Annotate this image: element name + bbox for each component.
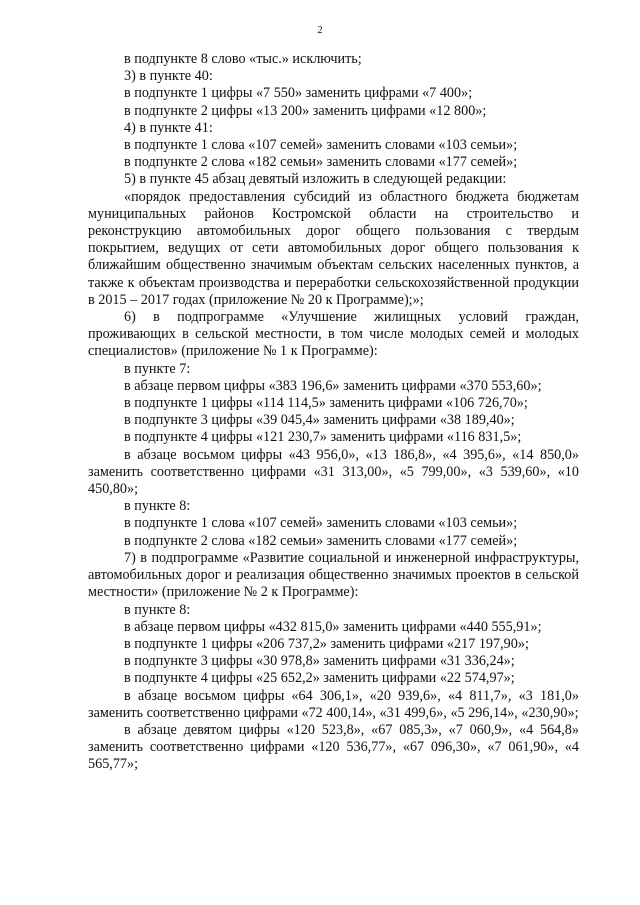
paragraph: в подпункте 2 слова «182 семьи» заменить словами «177 семей»; [124,532,518,549]
paragraph: 7) в подпрограмме «Развитие социальной и инженерной инфраструктуры, автомобильных дорог и реализация общественно значимых проектов в сельской местности» (приложение № 2 к Программе): [88,549,579,601]
paragraph: 6) в подпрограмме «Улучшение жилищных условий граждан, проживающих в сельской местности, в том числе молодых семей и молодых специалистов» (приложение № 1 к Программе): [88,309,579,360]
paragraph: в пункте 8: [124,498,191,515]
paragraph: в подпункте 4 цифры «25 652,2» заменить цифрами «22 574,97»; [124,670,515,687]
paragraph: в пункте 7: [124,360,191,377]
paragraph: в подпункте 1 цифры «206 737,2» заменить цифрами «217 197,90»; [124,635,529,652]
paragraph: в абзаце первом цифры «432 815,0» заменить цифрами «440 555,91»; [124,618,542,635]
paragraph: в подпункте 3 цифры «30 978,8» заменить цифрами «31 336,24»; [124,653,515,670]
document-body [88,51,579,774]
paragraph: в подпункте 1 цифры «114 114,5» заменить цифрами «106 726,70»; [124,395,528,412]
paragraph: в абзаце восьмом цифры «43 956,0», «13 186,8», «4 395,6», «14 850,0» заменить соответственно цифрами «31 313,00», «5 799,00», «3 539,60», «10 450,80»; [88,446,579,498]
paragraph: в подпункте 1 цифры «7 550» заменить цифрами «7 400»; [124,85,473,102]
paragraph: 3) в пункте 40: [124,68,213,85]
paragraph: в подпункте 2 слова «182 семьи» заменить словами «177 семей»; [124,154,518,171]
paragraph: 5) в пункте 45 абзац девятый изложить в следующей редакции: [124,171,507,188]
paragraph: в подпункте 3 цифры «39 045,4» заменить цифрами «38 189,40»; [124,412,515,429]
paragraph: в подпункте 2 цифры «13 200» заменить цифрами «12 800»; [124,102,487,119]
paragraph: в подпункте 1 слова «107 семей» заменить словами «103 семьи»; [124,137,518,154]
paragraph: в подпункте 1 слова «107 семей» заменить словами «103 семьи»; [124,515,518,532]
paragraph: в абзаце восьмом цифры «64 306,1», «20 939,6», «4 811,7», «3 181,0» заменить соответственно цифрами «72 400,14», «31 499,6», «5 296,14», «230,90»; [88,687,579,721]
paragraph: 4) в пункте 41: [124,119,213,136]
paragraph: в подпункте 8 слово «тыс.» исключить; [124,51,362,67]
paragraph: в абзаце первом цифры «383 196,6» заменить цифрами «370 553,60»; [124,377,542,394]
paragraph: в пункте 8: [124,601,191,618]
page-number: 2 [317,24,323,36]
paragraph: в абзаце девятом цифры «120 523,8», «67 085,3», «7 060,9», «4 564,8» заменить соответственно цифрами «120 536,77», «67 096,30», «7 061,90», «4 565,77»; [88,721,579,773]
paragraph: в подпункте 4 цифры «121 230,7» заменить цифрами «116 831,5»; [124,429,522,446]
paragraph: «порядок предоставления субсидий из областного бюджета бюджетам муниципальных районов Костромской области на строительство и реконструкцию автомобильных дорог общего пользования с твердым покрытием, ведущих от сети автомобильных дорог общего пользования к ближайшим общественно значимым объектам сельских населенных пунктов, а также к объектам производства и переработки сельскохозяйственной продукции в 2015 – 2017 годах (приложение № 20 к Программе);»; [88,188,579,308]
